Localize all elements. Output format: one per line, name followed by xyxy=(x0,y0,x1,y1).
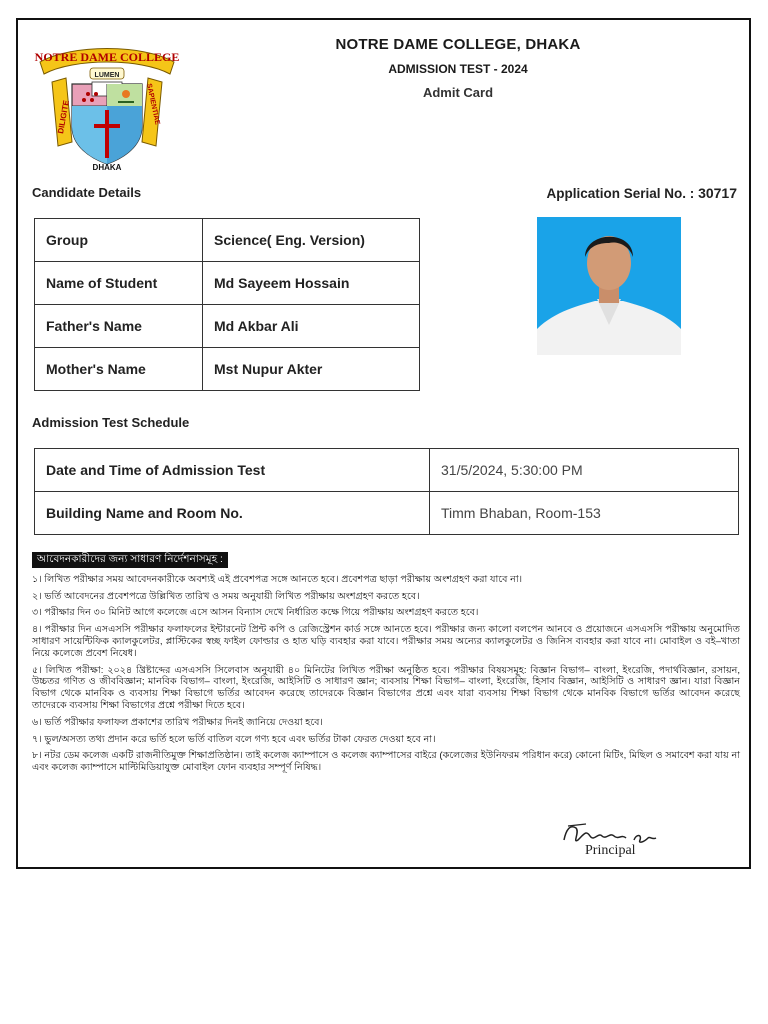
group-label: Group xyxy=(35,219,203,262)
instruction-item: ৭। ভুল/অসত্য তথ্য প্রদান করে ভর্তি হলে ভর্তি বাতিল বলে গণ্য হবে এবং ভর্তির টাকা ফেরত দেওয়া হবে না। xyxy=(32,733,436,745)
principal-title: Principal xyxy=(585,843,636,858)
table-row xyxy=(35,262,420,305)
logo-motto-right: SAPIENTIAE xyxy=(145,82,161,126)
candidate-section-label: Candidate Details xyxy=(32,185,142,200)
person-silhouette-icon xyxy=(537,217,681,355)
admit-card xyxy=(16,18,751,869)
logo-banner-text: NOTRE DAME COLLEGE xyxy=(34,50,180,64)
instruction-item: ৩। পরীক্ষার দিন ৩০ মিনিট আগে কলেজে এসে আসন বিন্যাস দেখে নির্ধারিত কক্ষে গিয়ে পরীক্ষায় অংশগ্রহণ করতে হবে। xyxy=(32,607,479,619)
table-row xyxy=(35,348,420,391)
table-row xyxy=(35,305,420,348)
application-serial xyxy=(547,185,737,201)
test-title: ADMISSION TEST - 2024 xyxy=(388,62,528,76)
logo-city: DHAKA xyxy=(92,163,122,172)
instruction-item: ৬। ভর্তি পরীক্ষার ফলাফল প্রকাশের তারিখ পরীক্ষার দিনই জানিয়ে দেওয়া হবে। xyxy=(32,716,323,728)
instruction-item: ১। লিখিত পরীক্ষার সময় আবেদনকারীকে অবশ্যই এই প্রবেশপত্র সঙ্গে আনতে হবে। প্রবেশপত্র ছাড়া পরীক্ষায় অংশগ্রহণ করা যাবে না। xyxy=(32,573,523,585)
mother-name-value: Mst Nupur Akter xyxy=(203,348,420,391)
table-row xyxy=(35,449,739,492)
table-row xyxy=(35,219,420,262)
schedule-table xyxy=(34,448,739,535)
instruction-item: ৮। নটর ডেম কলেজ একটি রাজনীতিমুক্ত শিক্ষাপ্রতিষ্ঠান। তাই কলেজ ক্যাম্পাসে ও কলেজ ক্যাম্পাসের বাইরে (কলেজের ইউনিফরম পরিধান করে) কোনো মিটিং, মিছিল ও সমাবেশ করা যায় না এবং কলেজ ক্যাম্পাসে মাল্টিমিডিয়াযুক্ত মোবাইল ফোন ব্যবহার সম্পূর্ণ নিষিদ্ধ। xyxy=(32,750,740,774)
student-name-value: Md Sayeem Hossain xyxy=(203,262,420,305)
group-value: Science( Eng. Version) xyxy=(203,219,420,262)
schedule-section-label: Admission Test Schedule xyxy=(32,415,190,430)
test-datetime-label: Date and Time of Admission Test xyxy=(35,449,430,492)
building-room-value: Timm Bhaban, Room-153 xyxy=(430,492,739,535)
logo-motto-left: DILIGITE xyxy=(56,99,71,135)
instruction-item: ৫। লিখিত পরীক্ষা: ২০২৪ খ্রিষ্টাব্দের এসএসসি সিলেবাস অনুযায়ী ৪০ মিনিটের লিখিত পরীক্ষা অনুষ্ঠিত হবে। পরীক্ষার বিষয়সমূহ: বিজ্ঞান বিভাগ– বাংলা, ইংরেজি, পদার্থবিজ্ঞান, রসায়ন, উচ্চতর গণিত ও জীববিজ্ঞান; মানবিক বিভাগ– বাংলা, ইংরেজি, আইসিটি ও সাধারণ জ্ঞান; ব্যবসায় শিক্ষা বিভাগ– বাংলা, ইংরেজি, হিসাব বিজ্ঞান, আইসিটি ও সাধারণ জ্ঞান। যারা বিজ্ঞান বিভাগ থেকে মানবিক ও ব্যবসায় শিক্ষা বিভাগে ভর্তির আবেদন করেছে তাদেরকে বিজ্ঞান বিভাগের প্রশ্নে এবং যারা ব্যবসায় শিক্ষা বিভাগ থেকে মানবিক বিভাগে ভর্তির আবেদন করেছে তাদেরকে ব্যবসায় শিক্ষা বিভাগের প্রশ্নে পরীক্ষা দিতে হবে। xyxy=(32,664,740,711)
serial-value: 30717 xyxy=(698,185,737,201)
instructions-heading: আবেদনকারীদের জন্য সাধারণ নির্দেশনাসমূহ : xyxy=(32,552,228,568)
student-name-label: Name of Student xyxy=(35,262,203,305)
father-name-label: Father's Name xyxy=(35,305,203,348)
table-row xyxy=(35,492,739,535)
father-name-value: Md Akbar Ali xyxy=(203,305,420,348)
building-room-label: Building Name and Room No. xyxy=(35,492,430,535)
card-title: Admit Card xyxy=(422,85,494,100)
mother-name-label: Mother's Name xyxy=(35,348,203,391)
logo-motto-center: LUMEN xyxy=(94,72,120,79)
college-logo xyxy=(32,34,182,174)
instructions-section xyxy=(32,552,740,779)
serial-label: Application Serial No. : xyxy=(546,186,695,201)
candidate-table xyxy=(34,218,420,391)
candidate-photo xyxy=(537,217,681,355)
college-name: NOTRE DAME COLLEGE, DHAKA xyxy=(335,36,581,53)
test-datetime-value: 31/5/2024, 5:30:00 PM xyxy=(430,449,739,492)
instruction-item: ৪। পরীক্ষার দিন এসএসসি পরীক্ষার ফলাফলের ইন্টারনেট প্রিন্ট কপি ও রেজিস্ট্রেশন কার্ড সঙ্গে আনতে হবে। পরীক্ষার জন্য কালো বলপেন আনবে ও প্রয়োজনে এসএসসি পরীক্ষায় অনুমোদিত সাধারণ সায়েন্টিফিক ক্যালকুলেটর, প্লাস্টিকের স্বচ্ছ ফাইল ফোল্ডার ও হাত ঘড়ি ব্যবহার করা যাবে। পরীক্ষার সময় অন্যের ক্যালকুলেটর ও জিনিস ব্যবহার করা যাবে না। মোবাইল ও বই–খাতা নিয়ে কলেজে প্রবেশ নিষেধ। xyxy=(32,624,740,659)
instruction-item: ২। ভর্তি আবেদনের প্রবেশপত্রে উল্লিখিত তারিখ ও সময় অনুযায়ী লিখিত পরীক্ষায় অংশগ্রহণ করতে হবে। xyxy=(32,590,420,602)
